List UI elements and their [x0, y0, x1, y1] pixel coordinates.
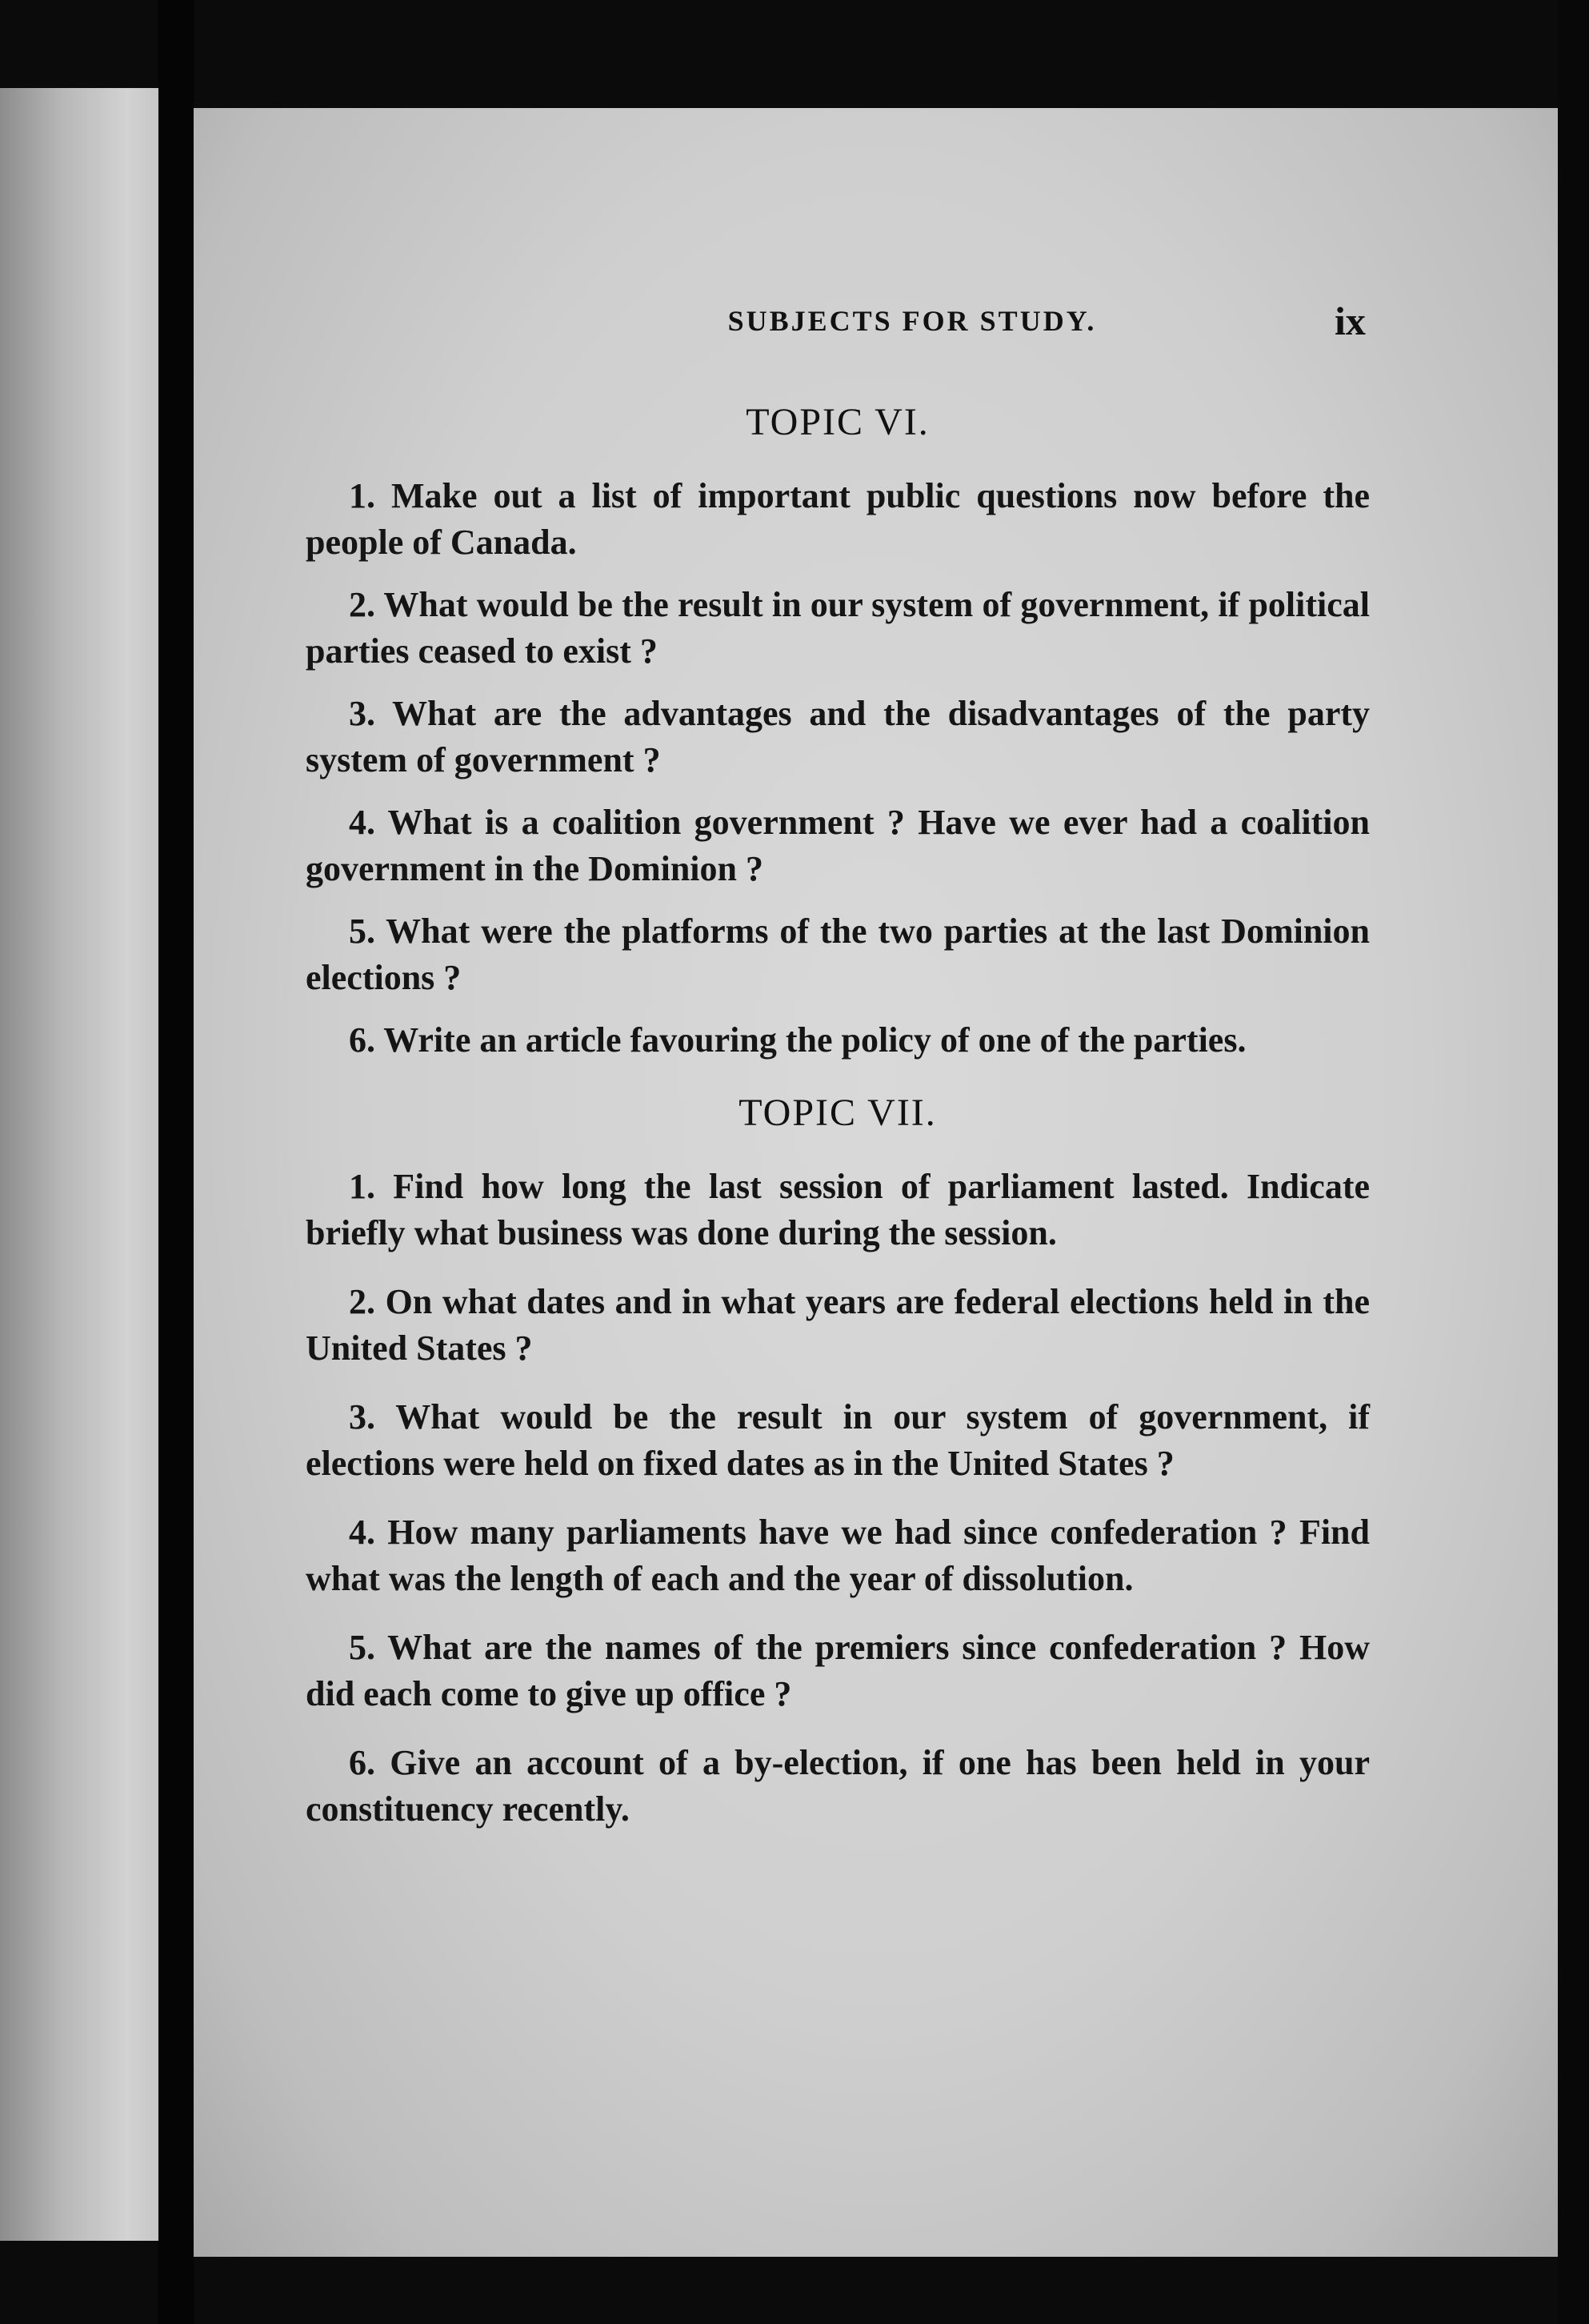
question-item: 5. What were the platforms of the two parties at the last Dominion elections ?: [306, 912, 1370, 997]
facing-page-edge: [0, 88, 158, 2241]
page-body: [306, 400, 1370, 1855]
question-item: 5. What are the names of the premiers since confederation ? How did each come to give up office ?: [306, 1628, 1370, 1713]
question-item: 1. Find how long the last session of parliament lasted. Indicate briefly what business was done during the session.: [306, 1167, 1370, 1252]
question-item: 2. What would be the result in our system of government, if political parties ceased to exist ?: [306, 585, 1370, 671]
scan-border: [1558, 0, 1589, 2324]
topic-heading: TOPIC VI.: [746, 401, 930, 443]
question-item: 3. What would be the result in our system of government, if elections were held on fixed dates as in the United States ?: [306, 1397, 1370, 1483]
question-item: 4. What is a coalition government ? Have we ever had a coalition government in the Dominion ?: [306, 803, 1370, 888]
question-item: 3. What are the advantages and the disadvantages of the party system of government ?: [306, 694, 1370, 779]
question-item: 1. Make out a list of important public questions now before the people of Canada.: [306, 476, 1370, 562]
question-item: 2. On what dates and in what years are federal elections held in the United States ?: [306, 1282, 1370, 1368]
page-number: ix: [1335, 299, 1366, 343]
topic-section-7: [306, 1091, 1370, 1833]
topic-heading: TOPIC VII.: [738, 1092, 937, 1134]
question-item: 6. Write an article favouring the policy of one of the parties.: [349, 1020, 1247, 1060]
book-spine-shadow: [158, 0, 194, 2324]
question-item: 4. How many parliaments have we had since confederation ? Find what was the length of each and the year of dissolution.: [306, 1513, 1370, 1598]
question-item: 6. Give an account of a by-election, if one has been held in your constituency recently.: [306, 1743, 1370, 1829]
running-head: SUBJECTS FOR STUDY.: [727, 305, 1097, 337]
topic-section-6: [306, 400, 1370, 1064]
